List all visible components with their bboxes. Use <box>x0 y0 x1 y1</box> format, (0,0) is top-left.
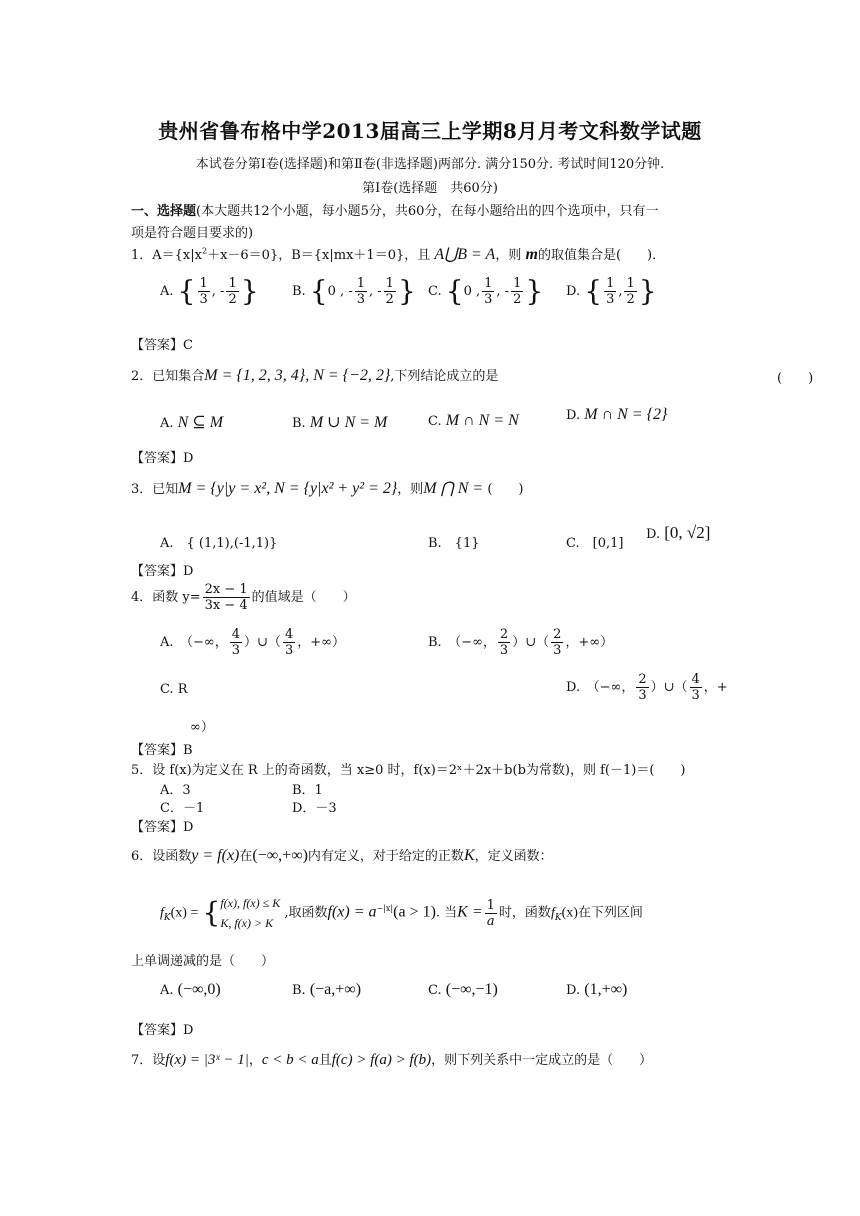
q2-option-d-label: D. <box>566 408 581 423</box>
q6-mid-sup: −|x| <box>376 904 394 914</box>
q4-b-frac1-num: 2 <box>499 627 509 642</box>
q2-option-c-math: M ∩ N = N <box>445 412 519 429</box>
q2-answer-label: 【答案】 <box>131 451 184 466</box>
q4-stem-a: 4．函数 y= <box>131 590 201 605</box>
q7-math3: f(c) > f(a) > f(b) <box>331 1052 432 1068</box>
q6-answer-label: 【答案】 <box>131 1023 184 1038</box>
q7-stem-d: ，则下列关系中一定成立的是（ ） <box>431 1053 653 1068</box>
q2-option-b-label: B. <box>292 416 306 431</box>
q6-mid-d: 在下列区间 <box>577 905 643 921</box>
q5-option-c: C．－1 <box>160 801 205 816</box>
q1-option-c-label: C. <box>428 284 442 299</box>
q1-m: m <box>525 246 538 263</box>
q6-fk-tail: (x) = <box>170 905 199 921</box>
question-2-stem <box>131 365 498 385</box>
q7-math2: c < b < a <box>261 1052 319 1068</box>
q4-b-frac2-num: 2 <box>553 627 562 642</box>
volume-heading: 第Ⅰ卷(选择题 共60分) <box>362 181 498 196</box>
q4-option-d <box>566 672 728 703</box>
q4-a-frac1-den: 3 <box>231 643 241 658</box>
q4-stem-b: 的值域是（ ） <box>251 590 356 605</box>
q6-option-b-label: B. <box>292 983 306 998</box>
q4-answer-label: 【答案】 <box>131 743 184 758</box>
q6-stem-a: 6．设函数 <box>131 849 192 864</box>
q6-mid-math2: (a > 1) <box>393 903 436 921</box>
q7-math: f(x) = |3ˣ − 1| <box>165 1052 249 1068</box>
q4-d-frac2-num: 4 <box>691 672 700 687</box>
q6-k: K <box>463 847 475 864</box>
q6-piece-2: K, f(x) > K <box>220 916 274 930</box>
q6-fk: f <box>160 905 164 921</box>
q6-fk-sub-2: K <box>554 913 562 924</box>
q4-a-tail: ，+∞） <box>297 635 345 650</box>
q6-option-b-math: (−a,+∞) <box>309 981 362 998</box>
q3-option-c: C. [0,1] <box>566 536 624 551</box>
q3-stem-c: ( ) <box>487 482 524 497</box>
q1-answer-value: C <box>183 338 193 353</box>
q3-stem-b: ，则 <box>397 482 424 497</box>
q2-math: M = {1, 2, 3, 4}, N = {−2, 2} <box>204 367 391 384</box>
q1-answer <box>131 334 193 353</box>
question-3-stem <box>131 478 524 498</box>
section-heading <box>131 200 658 219</box>
q4-d-frac1-den: 3 <box>638 688 647 703</box>
q3-option-a: A. { (1,1),(-1,1)} <box>160 536 278 551</box>
q5-answer-value: D <box>183 820 194 835</box>
q6-piecewise <box>220 893 280 933</box>
q1-stem-d: 的取值集合是( )． <box>537 248 666 263</box>
q1-option-d: D. { $\frac{1}{3}$ , $\frac{1}{2}$ } <box>566 274 657 308</box>
q6-stem-d: ，定义函数： <box>474 849 553 864</box>
q2-answer-paren: ( ) <box>777 371 814 386</box>
q3-answer-label: 【答案】 <box>131 564 184 579</box>
q6-option-a-math: (−∞,0) <box>177 981 221 998</box>
q6-option-c-label: C. <box>428 983 442 998</box>
q2-option-b-math: M ∪ N = M <box>309 414 388 431</box>
q6-option-c <box>428 981 498 999</box>
q4-answer <box>131 739 193 758</box>
q1-stem-a: 1．A＝{x|x <box>131 248 202 263</box>
q6-option-c-math: (−∞,−1) <box>445 981 498 998</box>
q5-option-a: A．3 <box>160 783 191 798</box>
q6-stem-b: 在 <box>239 849 253 864</box>
q7-stem-a: 7．设 <box>131 1053 166 1068</box>
q3-math: M = {y|y = x², N = {y|x² + y² = 2} <box>178 480 398 497</box>
q6-math: y = f(x) <box>191 847 240 864</box>
q2-option-d <box>566 406 667 424</box>
q6-mid-c: 时，函数 <box>498 905 551 921</box>
q6-option-b <box>292 981 361 999</box>
q4-d-frac2-den: 3 <box>691 688 700 703</box>
q7-stem-b: ， <box>248 1053 262 1068</box>
q6-fk-sub: K <box>163 913 171 924</box>
q3-answer <box>131 560 193 579</box>
q6-option-a-label: A. <box>160 983 174 998</box>
q1-option-b: B. {0 , - $\frac{1}{3}$ , - $\frac{1}{2}$ } <box>292 274 416 308</box>
q1-math: A⋃B = A <box>434 246 496 263</box>
q5-option-b: B．1 <box>292 783 323 798</box>
q4-d-union: ）∪（ <box>650 680 688 695</box>
q6-option-a <box>160 981 221 999</box>
q2-option-a <box>160 412 223 432</box>
q2-answer <box>131 447 193 466</box>
q4-a-frac2-num: 4 <box>284 627 294 642</box>
q3-option-d-math: [0, √2] <box>664 523 711 542</box>
q6-mid-math: f(x) = a <box>327 903 377 921</box>
q6-fk-2: f <box>550 905 555 921</box>
q6-option-d-math: (1,+∞) <box>584 981 628 998</box>
q3-math2: M ⋂ N = <box>423 480 484 497</box>
q3-answer-value: D <box>183 564 194 579</box>
q4-b-frac2-den: 3 <box>553 643 562 658</box>
section-instructions-cont: 项是符合题目要求的) <box>131 226 254 241</box>
q4-option-a <box>160 627 345 658</box>
q2-stem-a: 2．已知集合 <box>131 369 205 384</box>
q4-b-frac1-den: 3 <box>499 643 509 658</box>
q6-piece-1: f(x), f(x) ≤ K <box>220 896 281 910</box>
q4-option-b-start: B. （−∞， <box>428 635 496 650</box>
q1-option-a-label: A. <box>160 284 174 299</box>
q1-stem-c: ，则 <box>495 248 522 263</box>
q6-mid-a: ,取函数 <box>284 905 328 921</box>
q2-option-a-math: N ⊆ M <box>177 414 224 431</box>
q4-option-d-start: D. （−∞， <box>566 680 635 695</box>
q4-option-a-start: A. （−∞， <box>160 635 228 650</box>
question-1-stem: 1．$A=\{x|x^2+x-6=0\}$，B＝{x|mx＋1＝0}，且 A⋃B = A，则 m的取值集合是( )． <box>131 246 666 263</box>
question-7-stem <box>131 1049 652 1069</box>
q4-denominator: 3x − 4 <box>204 598 248 613</box>
q6-option-d-label: D. <box>566 983 581 998</box>
q6-frac-den: a <box>486 913 495 929</box>
question-6-stem <box>131 845 553 865</box>
q3-option-d <box>646 523 710 543</box>
q6-mid-k: K = <box>457 903 483 921</box>
section-instructions: (本大题共12个小题，每小题5分，共60分，在每小题给出的四个选项中，只有一 <box>196 204 659 219</box>
q2-answer-value: D <box>183 451 194 466</box>
q2-option-d-math: M ∩ N = {2} <box>584 406 668 423</box>
q4-d-frac1-num: 2 <box>638 672 647 687</box>
q5-answer <box>131 816 193 835</box>
q2-option-c <box>428 412 519 430</box>
q6-frac-num: 1 <box>486 897 495 913</box>
q1-option-d-label: D. <box>566 284 581 299</box>
q4-b-union: ）∪（ <box>512 635 550 650</box>
q4-option-c: C. R <box>160 682 188 697</box>
q5-option-d: D．－3 <box>292 801 337 816</box>
exam-intro: 本试卷分第Ⅰ卷(选择题)和第Ⅱ卷(非选择题)两部分. 满分150分. 考试时间120分钟. <box>195 157 665 172</box>
q2-option-a-label: A. <box>160 416 174 431</box>
q4-option-b <box>428 627 613 658</box>
q4-answer-value: B <box>183 743 193 758</box>
q6-stem-c: 内有定义，对于给定的正数 <box>307 849 464 864</box>
q6-definition: $f_K(x)$ = { f(x), f(x) ≤ K K, f(x) > K ,取函数$f(x) = a^{-|x|}(a > 1)$. 当K = $\frac{1}{a}$ 时，函数$f_K(x)$在下列区间 <box>160 893 643 933</box>
q4-b-tail: ，+∞） <box>565 635 614 650</box>
q3-option-b: B. {1} <box>428 536 480 551</box>
q6-math2: (−∞,+∞) <box>252 847 308 864</box>
question-4-stem <box>131 582 356 613</box>
q1-option-c: C. {0 , $\frac{1}{3}$ , - $\frac{1}{2}$ } <box>428 274 544 308</box>
q6-answer <box>131 1019 193 1038</box>
q6-mid-b: . 当 <box>435 905 458 921</box>
q2-option-c-label: C. <box>428 414 442 429</box>
q4-option-d-wrap: ∞） <box>190 720 214 735</box>
q4-d-tail: ，+ <box>703 680 728 695</box>
q1-option-a: A. { $\frac{1}{3}$ , - $\frac{1}{2}$ } <box>160 274 259 308</box>
q2-option-b <box>292 412 387 432</box>
question-5-stem: 5．设 f(x)为定义在 R 上的奇函数，当 x≥0 时，f(x)＝2ˣ＋2x＋b(b为常数)，则 f(－1)＝( ) <box>131 763 686 778</box>
section-title: 一、选择题 <box>131 204 197 219</box>
q1-stem-b: ＋x－6＝0}，B＝{x|mx＋1＝0}，且 <box>207 248 431 263</box>
q3-option-d-label: D. <box>646 527 661 542</box>
q6-stem-wrap: 上单调递减的是（ ） <box>131 954 275 969</box>
q4-numerator: 2x − 1 <box>204 582 248 597</box>
q1-answer-label: 【答案】 <box>131 338 184 353</box>
q6-answer-value: D <box>183 1023 194 1038</box>
q2-stem-b: ,下列结论成立的是 <box>390 369 499 384</box>
q4-a-frac2-den: 3 <box>284 643 294 658</box>
q4-a-frac1-num: 4 <box>231 627 241 642</box>
q7-stem-c: 且 <box>318 1053 332 1068</box>
q3-stem-a: 3．已知 <box>131 482 179 497</box>
q1-option-b-label: B. <box>292 284 306 299</box>
q6-fk-tail-2: (x) <box>561 905 578 921</box>
q6-option-d <box>566 981 627 999</box>
q5-answer-label: 【答案】 <box>131 820 184 835</box>
q4-a-union: ）∪（ <box>244 635 281 650</box>
page-title: 贵州省鲁布格中学2013届高三上学期8月月考文科数学试题 <box>158 119 702 143</box>
